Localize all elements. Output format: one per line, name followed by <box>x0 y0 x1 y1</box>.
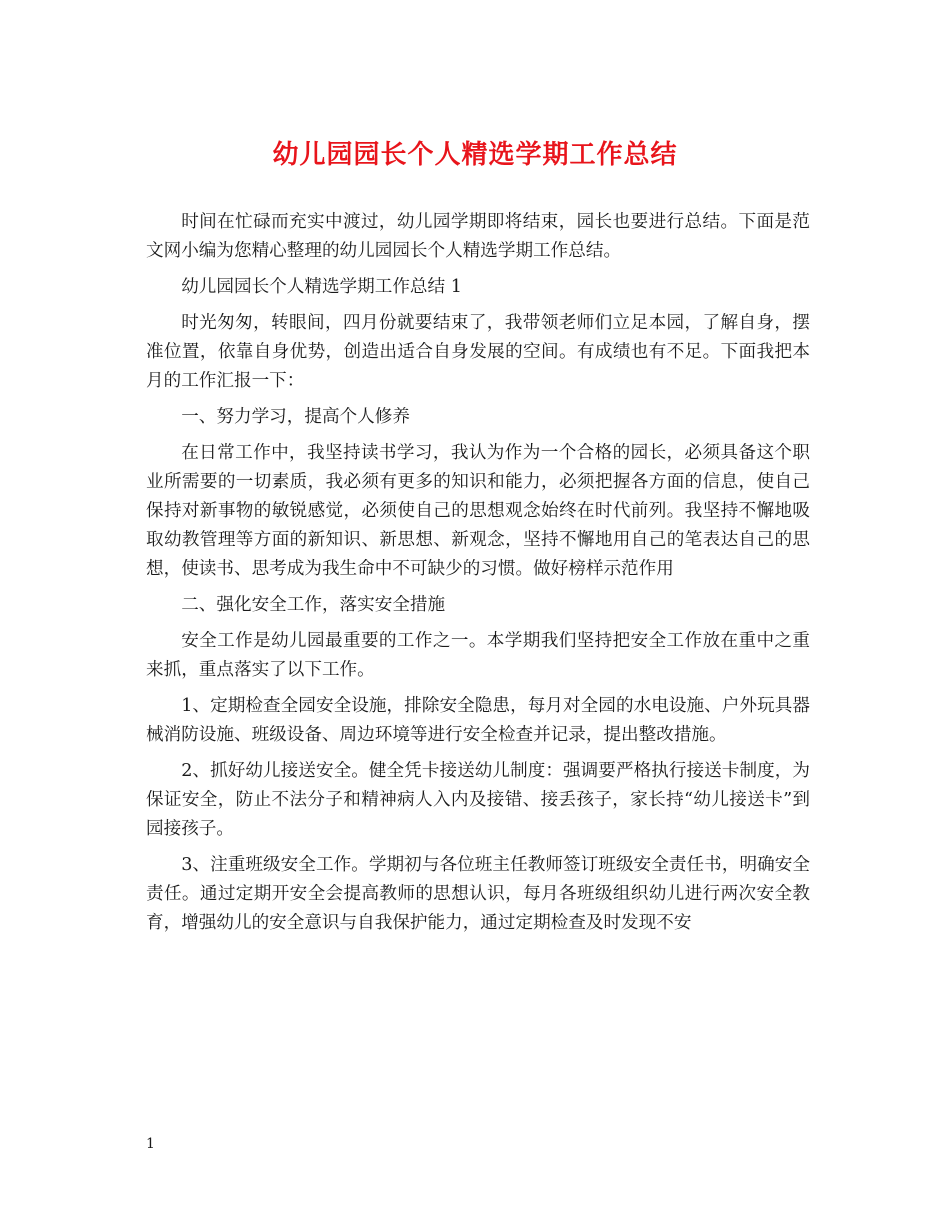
subsection-heading: 二、强化安全工作，落实安全措施 <box>181 595 446 615</box>
paragraph: 安全工作是幼儿园最重要的工作之一。本学期我们坚持把安全工作放在重中之重来抓，重点落实了以下工作。 <box>146 631 810 680</box>
document-body <box>146 208 810 945</box>
subsection-heading: 一、努力学习，提高个人修养 <box>181 407 410 427</box>
page-number: 1 <box>146 1136 155 1152</box>
paragraph: 在日常工作中，我坚持读书学习，我认为作为一个合格的园长，必须具备这个职业所需要的一切素质，我必须有更多的知识和能力，必须把握各方面的信息，使自己保持对新事物的敏锐感觉，必须使自己的思想观念始终在时代前列。我坚持不懈地吸取幼教管理等方面的新知识、新思想、新观念，坚持不懈地用自己的笔表达自己的思想，使读书、思考成为我生命中不可缺少的习惯。做好榜样示范作用 <box>146 443 810 579</box>
list-item: 3、注重班级安全工作。学期初与各位班主任教师签订班级安全责任书，明确安全责任。通过定期开安全会提高教师的思想认识，每月各班级组织幼儿进行两次安全教育，增强幼儿的安全意识与自我保护能力，通过定期检查及时发现不安 <box>146 855 810 933</box>
paragraph: 时光匆匆，转眼间，四月份就要结束了，我带领老师们立足本园，了解自身，摆准位置，依靠自身优势，创造出适合自身发展的空间。有成绩也有不足。下面我把本月的工作汇报一下： <box>146 313 810 391</box>
list-item: 1、定期检查全园安全设施，排除安全隐患，每月对全园的水电设施、户外玩具器械消防设施、班级设备、周边环境等进行安全检查并记录，提出整改措施。 <box>146 696 810 745</box>
section-heading-1: 幼儿园园长个人精选学期工作总结 1 <box>181 277 462 297</box>
list-item: 2、抓好幼儿接送安全。健全凭卡接送幼儿制度：强调要严格执行接送卡制度，为保证安全，防止不法分子和精神病人入内及接错、接丢孩子，家长持“幼儿接送卡”到园接孩子。 <box>146 761 810 839</box>
document-title: 幼儿园园长个人精选学期工作总结 <box>272 140 678 170</box>
paragraph-intro: 时间在忙碌而充实中渡过，幼儿园学期即将结束，园长也要进行总结。下面是范文网小编为您精心整理的幼儿园园长个人精选学期工作总结。 <box>146 212 810 261</box>
